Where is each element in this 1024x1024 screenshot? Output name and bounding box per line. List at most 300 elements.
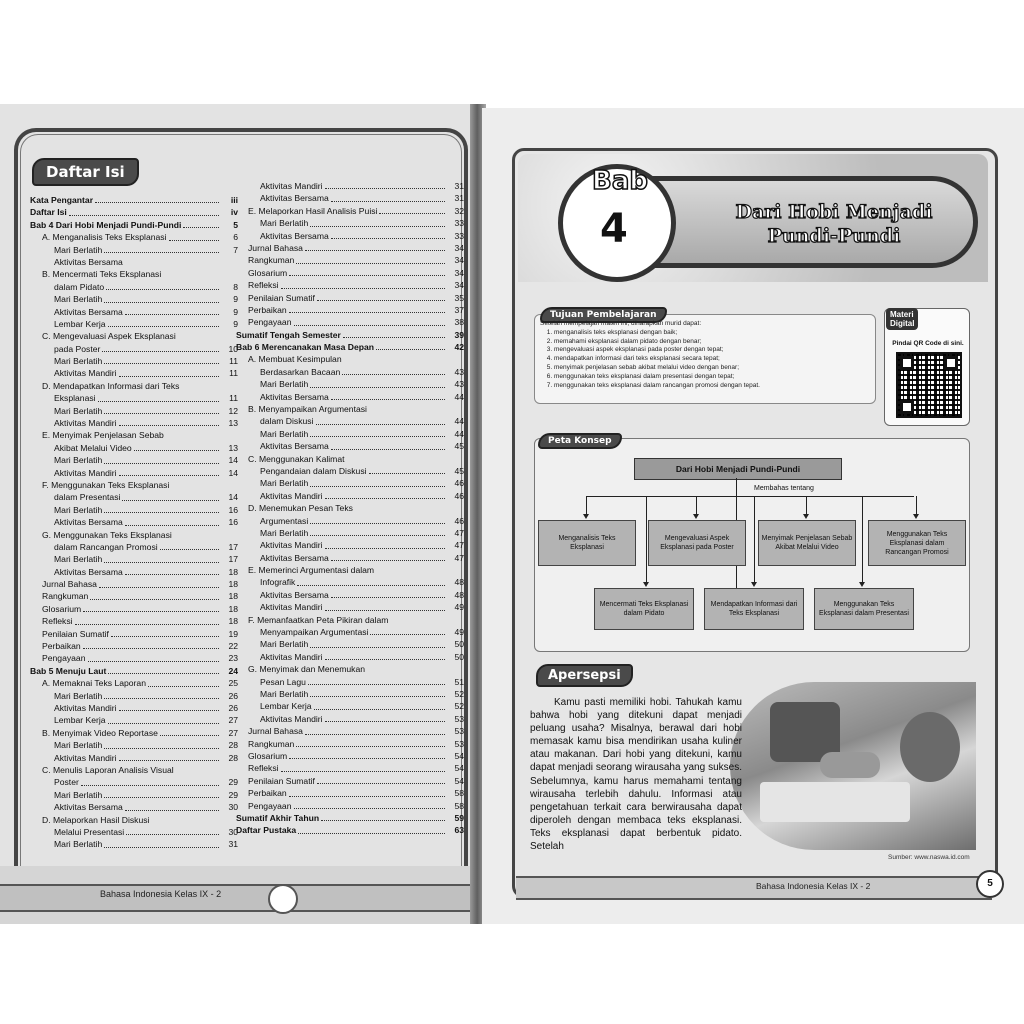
toc-entry — [30, 293, 238, 305]
toc-leader-dots — [325, 498, 445, 499]
concept-map-node: Mengevaluasi Aspek Eksplanasi pada Poster — [648, 520, 746, 566]
toc-entry — [30, 529, 238, 541]
toc-entry-page: 8 — [233, 281, 238, 292]
toc-entry-page: 10 — [228, 343, 238, 354]
toc-entry-title: Mari Berlatih — [54, 690, 103, 701]
toc-leader-dots — [104, 363, 219, 364]
toc-entry-title: Pesan Lagu — [260, 676, 306, 687]
toc-entry-page: 32 — [454, 205, 464, 216]
chapter-title — [714, 200, 954, 248]
toc-entry — [236, 304, 464, 316]
toc-entry-page: 5 — [233, 219, 238, 230]
toc-leader-dots — [122, 500, 219, 501]
toc-entry-page: 49 — [454, 602, 464, 613]
arrow-down-icon — [643, 582, 649, 587]
toc-entry-title: Berdasarkan Bacaan — [260, 366, 341, 377]
apersepsi-paragraph — [530, 696, 742, 853]
toc-entry-page: 46 — [454, 490, 464, 501]
toc-entry-title: D. Melaporkan Hasil Diskusi — [42, 814, 150, 825]
toc-entry — [30, 578, 238, 590]
toc-leader-dots — [75, 624, 219, 625]
toc-entry — [236, 428, 464, 440]
toc-leader-dots — [183, 227, 219, 228]
toc-entry-page: 7 — [233, 244, 238, 255]
toc-entry-page: 16 — [228, 504, 238, 515]
toc-entry-title: Penilaian Sumatif — [42, 628, 109, 639]
toc-entry-page: 18 — [228, 579, 238, 590]
toc-entry-page: 44 — [454, 428, 464, 439]
toc-leader-dots — [331, 560, 445, 561]
toc-leader-dots — [119, 760, 219, 761]
toc-heading — [32, 158, 139, 186]
toc-entry-page: 46 — [454, 478, 464, 489]
toc-leader-dots — [342, 374, 445, 375]
toc-leader-dots — [125, 314, 219, 315]
toc-entry-page: 6 — [233, 232, 238, 243]
toc-entry-title: Aktivitas Mandiri — [54, 703, 117, 713]
toc-leader-dots — [102, 351, 219, 352]
concept-map-node: Menyimak Penjelasan Sebab Akibat Melalui Video — [758, 520, 856, 566]
toc-entry — [236, 403, 464, 415]
toc-leader-dots — [296, 746, 445, 747]
learning-objective-item: 1. menganalisis teks eksplanasi dengan baik; — [554, 329, 870, 338]
toc-entry-title: Mari Berlatih — [54, 356, 103, 367]
toc-leader-dots — [316, 424, 446, 425]
toc-entry-title: B. Mencermati Teks Eksplanasi — [42, 269, 162, 280]
toc-entry-title: Lembar Kerja — [54, 318, 106, 329]
toc-entry — [236, 787, 464, 799]
toc-leader-dots — [160, 735, 219, 736]
toc-entry-title: Glosarium — [248, 267, 288, 278]
toc-entry-page: 13 — [228, 442, 238, 453]
toc-entry — [236, 539, 464, 551]
toc-entry — [236, 366, 464, 378]
toc-title: Daftar Isi — [32, 158, 139, 186]
toc-entry — [236, 502, 464, 514]
toc-entry-page: 19 — [228, 628, 238, 639]
toc-leader-dots — [376, 349, 445, 350]
toc-leader-dots — [305, 250, 445, 251]
toc-entry-title: Pengayaan — [248, 800, 292, 811]
toc-entry-page: 53 — [454, 738, 464, 749]
toc-entry — [236, 601, 464, 613]
toc-entry-title: Mari Berlatih — [54, 455, 103, 466]
toc-entry-page: 24 — [228, 665, 238, 676]
concept-map-connector — [696, 496, 697, 516]
toc-entry-title: Mari Berlatih — [54, 839, 103, 850]
toc-entry-page: 11 — [229, 393, 238, 404]
toc-leader-dots — [148, 686, 219, 687]
toc-entry — [236, 477, 464, 489]
toc-entry — [30, 677, 238, 689]
toc-entry-page: iii — [230, 194, 238, 205]
toc-entry-page: 34 — [454, 267, 464, 278]
toc-entry — [236, 614, 464, 626]
toc-entry — [30, 367, 238, 379]
toc-entry-title: Rangkuman — [248, 738, 295, 749]
toc-entry — [236, 638, 464, 650]
digital-material-label-line-2: Digital — [890, 319, 915, 328]
toc-entry — [30, 405, 238, 417]
toc-entry-page: 47 — [454, 552, 464, 563]
toc-entry — [236, 700, 464, 712]
toc-leader-dots — [90, 599, 219, 600]
arrow-down-icon — [751, 582, 757, 587]
toc-entry — [30, 814, 238, 826]
toc-entry-page: 27 — [228, 715, 238, 726]
toc-entry — [236, 440, 464, 452]
photo-shape — [900, 712, 960, 782]
toc-leader-dots — [95, 202, 219, 203]
concept-map-root: Dari Hobi Menjadi Pundi-Pundi — [634, 458, 842, 480]
concept-map-connector — [862, 496, 863, 584]
concept-map-node: Menganalisis Teks Eksplanasi — [538, 520, 636, 566]
toc-entry — [30, 318, 238, 330]
toc-entry-page: 13 — [228, 418, 238, 429]
toc-entry-title: Pengandaian dalam Diskusi — [260, 465, 367, 476]
concept-map-connector — [806, 496, 807, 516]
toc-entry-page: 9 — [233, 318, 238, 329]
toc-entry-title: Aktivitas Bersama — [260, 230, 329, 241]
toc-leader-dots — [310, 486, 445, 487]
toc-entry-title: dalam Diskusi — [260, 416, 314, 427]
toc-entry-title: Poster — [54, 777, 79, 788]
toc-leader-dots — [310, 226, 445, 227]
toc-leader-dots — [119, 425, 219, 426]
toc-entry-page: 54 — [454, 750, 464, 761]
toc-entry — [236, 391, 464, 403]
toc-leader-dots — [331, 449, 445, 450]
toc-entry-title: Mari Berlatih — [260, 527, 309, 538]
concept-map-connector — [754, 496, 755, 584]
toc-entry-page: 47 — [454, 527, 464, 538]
toc-leader-dots — [310, 523, 445, 524]
toc-entry-title: G. Menggunakan Teks Eksplanasi — [42, 529, 172, 540]
toc-entry — [236, 589, 464, 601]
toc-entry-page: 34 — [454, 280, 464, 291]
toc-entry-title: D. Menemukan Pesan Teks — [248, 503, 353, 514]
toc-entry — [30, 244, 238, 256]
toc-leader-dots — [331, 399, 445, 400]
toc-entry-page: 35 — [454, 292, 464, 303]
toc-entry-title: Argumentasi — [260, 515, 309, 526]
toc-entry-title: Akibat Melalui Video — [54, 442, 132, 453]
toc-leader-dots — [111, 636, 219, 637]
toc-entry-title: Mari Berlatih — [260, 428, 309, 439]
toc-entry-title: Aktivitas Bersama — [260, 391, 329, 402]
toc-entry — [30, 219, 238, 231]
toc-entry — [236, 353, 464, 365]
toc-entry-page: 43 — [454, 366, 464, 377]
toc-leader-dots — [81, 785, 219, 786]
toc-entry-page: 53 — [454, 726, 464, 737]
toc-leader-dots — [310, 647, 445, 648]
qr-code-icon[interactable] — [896, 352, 962, 418]
apersepsi-title: Apersepsi — [536, 664, 633, 687]
right-page-footer — [516, 876, 992, 900]
toc-entry-title: Lembar Kerja — [260, 701, 312, 712]
toc-entry — [236, 663, 464, 675]
photo-shape — [760, 782, 910, 822]
toc-leader-dots — [104, 512, 219, 513]
learning-objectives-text — [540, 320, 870, 390]
toc-entry-title: Aktivitas Bersama — [54, 306, 123, 317]
toc-entry-title: Daftar Pustaka — [236, 825, 297, 836]
cooking-photo — [730, 682, 976, 850]
toc-entry-title: Mari Berlatih — [260, 639, 309, 650]
toc-leader-dots — [321, 820, 445, 821]
toc-entry — [30, 516, 238, 528]
toc-leader-dots — [125, 810, 219, 811]
toc-entry — [30, 206, 238, 218]
toc-leader-dots — [331, 597, 445, 598]
toc-leader-dots — [331, 238, 445, 239]
toc-leader-dots — [108, 326, 219, 327]
toc-entry — [30, 566, 238, 578]
concept-map-node: Menggunakan Teks Eksplanasi dalam Presentasi — [814, 588, 914, 630]
toc-entry — [30, 306, 238, 318]
toc-entry — [30, 194, 238, 206]
toc-entry — [30, 690, 238, 702]
toc-leader-dots — [379, 213, 445, 214]
toc-entry-page: 30 — [228, 826, 238, 837]
learning-objective-item: 3. mengevaluasi aspek eksplanasi pada poster dengan tepat; — [554, 346, 870, 355]
toc-entry — [30, 392, 238, 404]
toc-leader-dots — [119, 710, 219, 711]
toc-entry — [30, 652, 238, 664]
toc-entry-title: C. Menulis Laporan Analisis Visual — [42, 764, 174, 775]
toc-entry — [30, 429, 238, 441]
toc-entry — [236, 341, 464, 353]
toc-entry-title: A. Memaknai Teks Laporan — [42, 678, 146, 689]
toc-entry-page: 52 — [454, 689, 464, 699]
concept-map-branch-line — [586, 496, 914, 497]
toc-leader-dots — [98, 401, 219, 402]
toc-entry — [236, 217, 464, 229]
toc-entry-title: Sumatif Tengah Semester — [236, 329, 341, 340]
toc-entry-title: Infografik — [260, 577, 296, 588]
toc-leader-dots — [289, 312, 445, 313]
toc-column-2 — [236, 180, 464, 837]
footer-book-title: Bahasa Indonesia Kelas IX - 2 — [100, 889, 222, 899]
toc-leader-dots — [331, 201, 445, 202]
toc-entry-page: 30 — [228, 802, 238, 813]
digital-material-label — [886, 308, 918, 330]
toc-leader-dots — [325, 659, 445, 660]
toc-entry-page: 22 — [228, 641, 238, 652]
concept-map-heading — [538, 430, 622, 449]
learning-objective-item: 5. menyimak penjelasan sebab akibat melalui video dengan benar; — [554, 364, 870, 373]
toc-entry-page: 53 — [454, 713, 464, 724]
toc-entry-title: Rangkuman — [248, 255, 295, 266]
toc-leader-dots — [119, 376, 219, 377]
learning-objectives-list — [540, 329, 870, 391]
toc-entry-page: 28 — [228, 752, 238, 763]
toc-entry-title: Refleksi — [42, 616, 73, 627]
toc-entry-title: Aktivitas Mandiri — [260, 180, 323, 191]
toc-entry-page: 14 — [228, 467, 238, 478]
toc-entry-page: 51 — [454, 676, 464, 687]
toc-entry — [236, 242, 464, 254]
toc-entry — [236, 688, 464, 700]
toc-leader-dots — [308, 684, 445, 685]
qr-finder-bottom-left — [900, 400, 914, 414]
toc-entry — [30, 615, 238, 627]
concept-map-node: Menggunakan Teks Eksplanasi dalam Rancangan Promosi — [868, 520, 966, 566]
toc-entry — [30, 727, 238, 739]
toc-entry — [30, 776, 238, 788]
toc-entry-title: Perbaikan — [42, 641, 81, 652]
toc-entry-page: 45 — [454, 465, 464, 476]
concept-map-relation: Membahas tentang — [754, 485, 814, 492]
toc-entry — [30, 665, 238, 677]
toc-entry — [236, 824, 464, 836]
chapter-title-line-2: Pundi-Pundi — [767, 225, 901, 247]
toc-entry — [236, 577, 464, 589]
concept-map-node: Mencermati Teks Eksplanasi dalam Pidato — [594, 588, 694, 630]
toc-entry-title: Pengayaan — [248, 317, 292, 328]
toc-leader-dots — [99, 587, 219, 588]
toc-entry — [30, 380, 238, 392]
toc-entry-title: dalam Pidato — [54, 281, 105, 292]
footer-bar — [0, 884, 470, 912]
toc-entry — [30, 603, 238, 615]
toc-entry — [236, 192, 464, 204]
toc-entry-title: Mari Berlatih — [54, 554, 103, 565]
toc-entry — [236, 279, 464, 291]
toc-entry-title: Aktivitas Bersama — [54, 517, 123, 528]
toc-entry — [30, 491, 238, 503]
toc-entry-title: Mari Berlatih — [54, 504, 103, 515]
toc-leader-dots — [314, 709, 445, 710]
toc-entry-title: Bab 5 Menuju Laut — [30, 665, 107, 676]
toc-leader-dots — [297, 585, 445, 586]
toc-entry — [30, 702, 238, 714]
toc-leader-dots — [83, 648, 219, 649]
toc-leader-dots — [294, 325, 446, 326]
toc-leader-dots — [317, 783, 445, 784]
toc-entry-page: 39 — [454, 329, 464, 340]
page-number: 5 — [976, 870, 1004, 898]
toc-leader-dots — [104, 847, 219, 848]
toc-leader-dots — [305, 734, 445, 735]
learning-objective-item: 7. menggunakan teks eksplanasi dalam rancangan promosi dengan tepat. — [554, 382, 870, 391]
toc-entry-title: Penilaian Sumatif — [248, 292, 315, 303]
toc-entry-title: Perbaikan — [248, 788, 287, 799]
right-page-chapter-opener — [482, 108, 1024, 924]
concept-map-connector — [586, 496, 587, 516]
toc-leader-dots — [281, 771, 445, 772]
toc-entry — [236, 527, 464, 539]
toc-entry-page: 11 — [229, 356, 238, 367]
toc-leader-dots — [104, 302, 219, 303]
toc-entry — [30, 330, 238, 342]
toc-entry-page: 58 — [454, 788, 464, 799]
toc-entry — [30, 838, 238, 850]
toc-entry-page: 33 — [454, 230, 464, 241]
toc-leader-dots — [298, 833, 445, 834]
toc-leader-dots — [83, 611, 219, 612]
toc-entry-title: A. Menganalisis Teks Eksplanasi — [42, 232, 167, 243]
toc-entry-page: 18 — [228, 616, 238, 627]
toc-entry-page: 54 — [454, 775, 464, 786]
toc-leader-dots — [160, 549, 219, 550]
toc-leader-dots — [108, 723, 219, 724]
toc-leader-dots — [370, 634, 445, 635]
toc-entry — [30, 801, 238, 813]
toc-entry — [30, 752, 238, 764]
toc-leader-dots — [108, 673, 219, 674]
toc-entry-title: Mari Berlatih — [54, 405, 103, 416]
toc-entry-title: Aktivitas Mandiri — [260, 540, 323, 551]
page-number-badge — [268, 884, 298, 914]
toc-entry — [30, 442, 238, 454]
learning-objective-item: 2. memahami eksplanasi dalam pidato dengan benar; — [554, 338, 870, 347]
left-page-footer — [0, 866, 478, 924]
qr-finder-top-right — [944, 356, 958, 370]
toc-entry — [30, 504, 238, 516]
toc-entry — [30, 454, 238, 466]
toc-entry — [30, 739, 238, 751]
toc-entry-page: 16 — [228, 517, 238, 528]
learning-objectives-title: Tujuan Pembelajaran — [540, 307, 667, 323]
arrow-down-icon — [913, 514, 919, 519]
qr-caption: Pindai QR Code di sini. — [892, 340, 964, 347]
toc-leader-dots — [104, 797, 219, 798]
toc-entry — [236, 254, 464, 266]
toc-entry-page: 37 — [454, 304, 464, 315]
toc-entry-page: 54 — [454, 763, 464, 774]
toc-entry-page: 31 — [454, 180, 464, 191]
toc-leader-dots — [310, 696, 445, 697]
toc-entry — [236, 626, 464, 638]
photo-source: Sumber: www.naswa.id.com — [888, 854, 970, 861]
photo-shape — [820, 752, 880, 778]
toc-entry — [236, 329, 464, 341]
toc-entry-page: 59 — [454, 812, 464, 823]
toc-entry — [236, 180, 464, 192]
toc-leader-dots — [343, 337, 445, 338]
toc-entry — [30, 268, 238, 280]
toc-entry-title: Mari Berlatih — [54, 244, 103, 255]
toc-entry-page: 27 — [228, 727, 238, 738]
toc-entry-title: F. Memanfaatkan Peta Pikiran dalam — [248, 614, 389, 625]
toc-entry-page: 58 — [454, 800, 464, 811]
arrow-down-icon — [583, 514, 589, 519]
toc-entry-page: 14 — [228, 492, 238, 503]
toc-entry-title: Aktivitas Mandiri — [260, 490, 323, 501]
toc-leader-dots — [69, 215, 219, 216]
toc-entry-title: B. Menyampaikan Argumentasi — [248, 404, 367, 415]
toc-leader-dots — [104, 413, 219, 414]
toc-entry-title: Bab 6 Merencanakan Masa Depan — [236, 342, 375, 353]
toc-entry-title: Refleksi — [248, 763, 279, 774]
toc-entry-page: 12 — [228, 405, 238, 416]
toc-leader-dots — [289, 758, 445, 759]
toc-entry-page: 48 — [454, 577, 464, 588]
toc-entry-page: 48 — [454, 589, 464, 600]
toc-entry — [30, 553, 238, 565]
toc-entry-title: Mari Berlatih — [54, 294, 103, 305]
toc-entry — [236, 651, 464, 663]
toc-entry-page: 38 — [454, 317, 464, 328]
toc-leader-dots — [88, 661, 220, 662]
toc-entry-page: 26 — [228, 690, 238, 701]
toc-entry-title: Bab 4 Dari Hobi Menjadi Pundi-Pundi — [30, 219, 182, 230]
toc-entry-title: Kata Pengantar — [30, 194, 94, 205]
toc-leader-dots — [317, 300, 445, 301]
toc-entry — [236, 515, 464, 527]
